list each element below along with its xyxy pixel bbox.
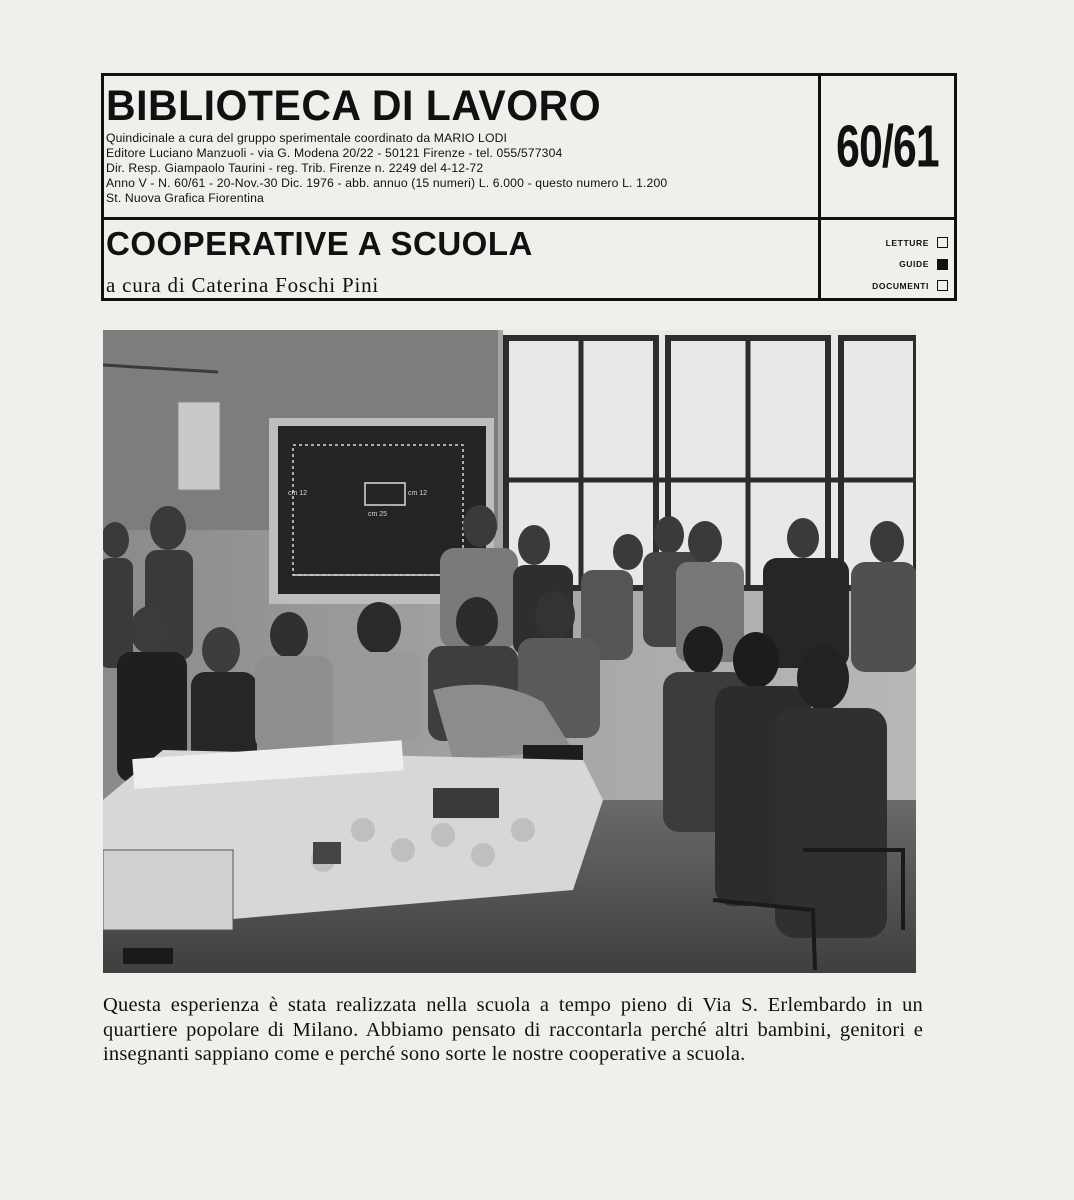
issue-number: 60/61	[836, 113, 939, 180]
publication-line: St. Nuova Grafica Fiorentina	[106, 191, 264, 205]
blackboard-label: cm 12	[288, 490, 308, 497]
publication-line: Editore Luciano Manzuoli - via G. Modena 20/22 - 50121 Firenze - tel. 055/577304	[106, 146, 563, 160]
masthead-vertical-rule	[818, 76, 821, 298]
publication-line: Anno V - N. 60/61 - 20-Nov.-30 Dic. 1976 - abb. annuo (15 numeri) L. 6.000 - questo numero L. 1.200	[106, 176, 668, 190]
checkbox-icon	[937, 280, 948, 291]
category-label: GUIDE	[899, 259, 929, 270]
blackboard-label: cm 25	[368, 511, 388, 518]
classroom-photo	[103, 330, 916, 973]
checkbox-icon	[937, 237, 948, 248]
category-list	[836, 232, 948, 297]
classroom-photo-illustration	[103, 330, 916, 973]
masthead-horizontal-rule	[104, 217, 954, 220]
book-title: COOPERATIVE A SCUOLA	[106, 225, 533, 262]
category-label: LETTURE	[885, 237, 929, 248]
checkbox-filled-icon	[937, 259, 948, 270]
category-label: DOCUMENTI	[872, 280, 929, 291]
category-guide	[836, 254, 948, 276]
masthead	[101, 73, 957, 301]
category-documenti	[836, 275, 948, 297]
caption-paragraph: Questa esperienza è stata realizzata nella scuola a tempo pieno di Via S. Erlembardo in un quartiere popolare di Milano. Abbiamo pensato di raccontarla perché altri bambini, genitori e insegnanti sappiano come e perché sono sorte le nostre cooperative a scuola.	[103, 994, 923, 1065]
curator-line: a cura di Caterina Foschi Pini	[106, 273, 380, 297]
series-title: BIBLIOTECA DI LAVORO	[106, 81, 602, 130]
publication-line: Quindicinale a cura del gruppo sperimentale coordinato da MARIO LODI	[106, 131, 508, 145]
blackboard-label: cm 12	[408, 490, 428, 497]
publication-line: Dir. Resp. Giampaolo Taurini - reg. Trib. Firenze n. 2249 del 4-12-72	[106, 161, 484, 175]
category-letture	[836, 232, 948, 254]
publication-info	[106, 131, 814, 206]
